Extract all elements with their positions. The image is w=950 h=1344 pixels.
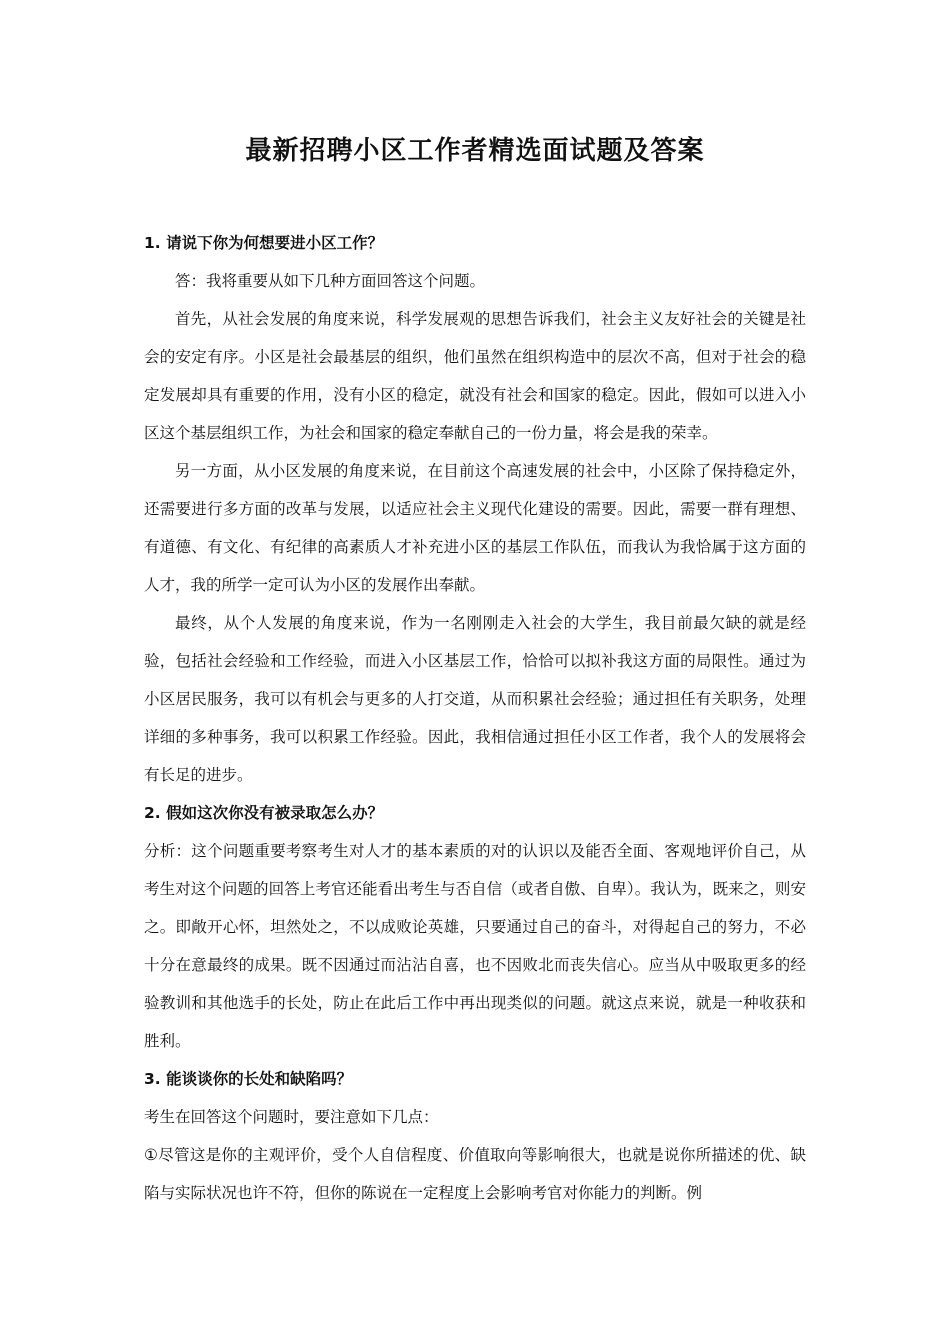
q1-paragraph-4: 最终，从个人发展的角度来说，作为一名刚刚走入社会的大学生，我目前最欠缺的就是经验，包括社会经验和工作经验，而进入小区基层工作，恰恰可以拟补我这方面的局限性。通过为小区居民服务，我可以有机会与更多的人打交道，从而积累社会经验；通过担任有关职务，处理详细的多种事务，我可以积累工作经验。因此，我相信通过担任小区工作者，我个人的发展将会有长足的进步。	[144, 614, 806, 784]
question-1: 1. 请说下你为何想要进小区工作？	[144, 234, 384, 252]
q3-intro: 考生在回答这个问题时，要注意如下几点：	[144, 1108, 439, 1126]
q1-paragraph-3: 另一方面，从小区发展的角度来说，在目前这个高速发展的社会中，小区除了保持稳定外，还需要进行多方面的改革与发展，以适应社会主义现代化建设的需要。因此，需要一群有理想、有道德、有文化、有纪律的高素质人才补充进小区的基层工作队伍，而我认为我恰属于这方面的人才，我的所学一定可认为小区的发展作出奉献。	[144, 462, 806, 594]
q1-paragraph-2: 首先，从社会发展的角度来说，科学发展观的思想告诉我们，社会主义友好社会的关键是社会的安定有序。小区是社会最基层的组织，他们虽然在组织构造中的层次不高，但对于社会的稳定发展却具有重要的作用，没有小区的稳定，就没有社会和国家的稳定。因此，假如可以进入小区这个基层组织工作，为社会和国家的稳定奉献自己的一份力量，将会是我的荣幸。	[144, 310, 806, 442]
q2-analysis: 分析：这个问题重要考察考生对人才的基本素质的对的认识以及能否全面、客观地评价自己，从考生对这个问题的回答上考官还能看出考生与否自信（或者自傲、自卑）。我认为，既来之，则安之。即敞开心怀，坦然处之，不以成败论英雄，只要通过自己的奋斗，对得起自己的努力，不必十分在意最终的成果。既不因通过而沾沾自喜，也不因败北而丧失信心。应当从中吸取更多的经验教训和其他选手的长处，防止在此后工作中再出现类似的问题。就这点来说，就是一种收获和胜利。	[144, 842, 806, 1050]
q1-answer-intro: 答：我将重要从如下几种方面回答这个问题。	[175, 272, 486, 290]
question-3: 3. 能谈谈你的长处和缺陷吗？	[144, 1070, 353, 1088]
page-title: 最新招聘小区工作者精选面试题及答案	[245, 136, 705, 166]
question-2: 2. 假如这次你没有被录取怎么办？	[144, 804, 384, 822]
document-body	[144, 224, 806, 1212]
q3-point-1: ①尽管这是你的主观评价，受个人自信程度、价值取向等影响很大，也就是说你所描述的优、缺陷与实际状况也许不符，但你的陈说在一定程度上会影响考官对你能力的判断。例	[144, 1146, 806, 1202]
